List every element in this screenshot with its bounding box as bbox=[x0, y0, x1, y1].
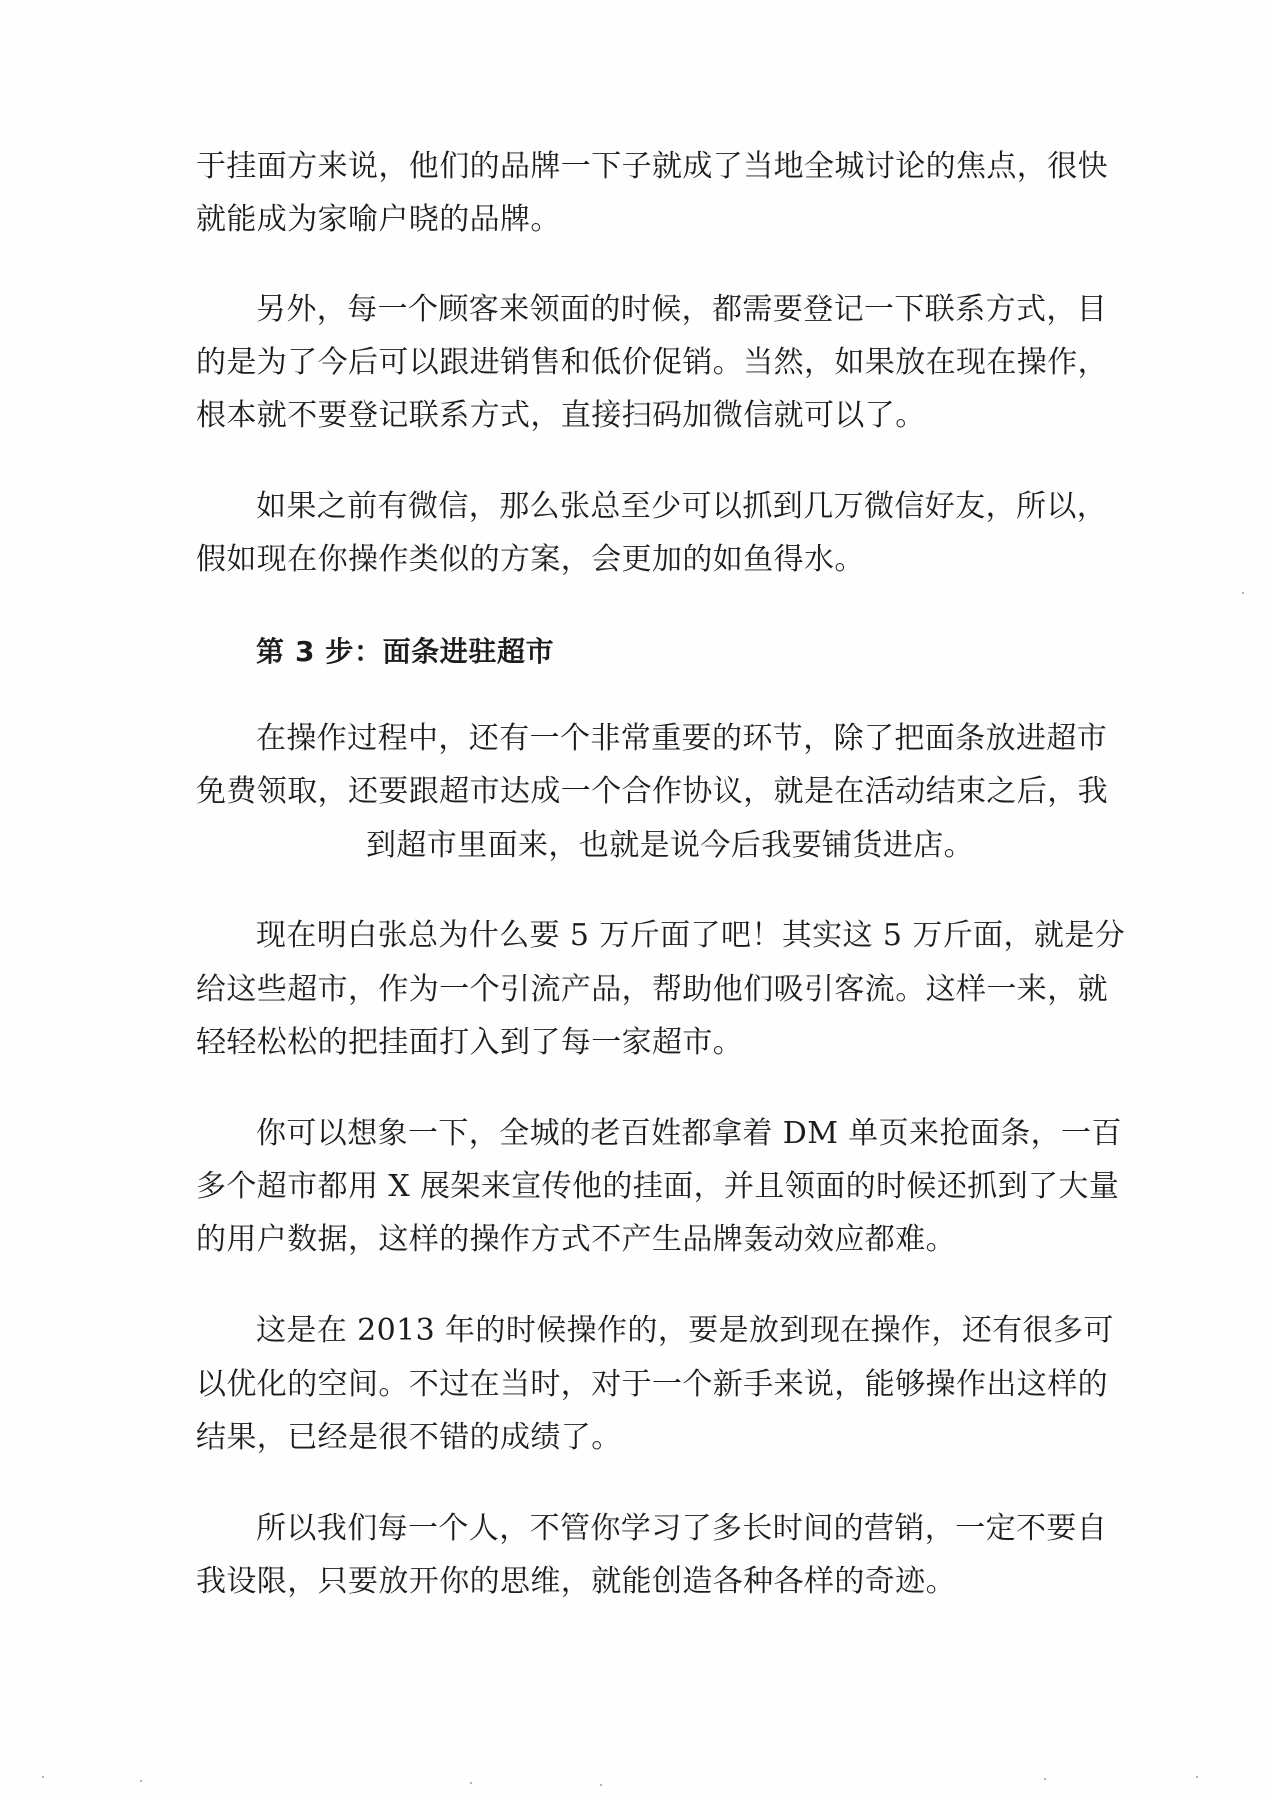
scan-speck bbox=[1196, 1776, 1198, 1778]
paragraph-4-line-2: 免费领取，还要跟超市达成一个合作协议，就是在活动结束之后，我 bbox=[196, 774, 1108, 809]
scan-speck bbox=[1044, 1778, 1046, 1780]
paragraph-2-line-1: 另外，每一个顾客来领面的时候，都需要登记一下联系方式，目 bbox=[256, 292, 1108, 327]
paragraph-4-line-3: 到超市里面来，也就是说今后我要铺货进店。 bbox=[366, 828, 974, 863]
paragraph-8-line-1: 所以我们每一个人，不管你学习了多长时间的营销，一定不要自 bbox=[256, 1511, 1108, 1546]
paragraph-6-line-3: 的用户数据，这样的操作方式不产生品牌轰动效应都难。 bbox=[196, 1222, 956, 1257]
scan-speck bbox=[1242, 592, 1244, 594]
scan-speck bbox=[470, 1782, 472, 1784]
paragraph-1-line-2: 就能成为家喻户晓的品牌。 bbox=[196, 202, 561, 237]
paragraph-8-line-2: 我设限，只要放开你的思维，就能创造各种各样的奇迹。 bbox=[196, 1564, 956, 1599]
paragraph-5-line-1: 现在明白张总为什么要 5 万斤面了吧！其实这 5 万斤面，就是分 bbox=[256, 918, 1126, 953]
paragraph-1-line-1: 于挂面方来说，他们的品牌一下子就成了当地全城讨论的焦点，很快 bbox=[196, 149, 1108, 184]
paragraph-7-line-3: 结果，已经是很不错的成绩了。 bbox=[196, 1420, 622, 1455]
paragraph-6-line-2: 多个超市都用 X 展架来宣传他的挂面，并且领面的时候还抓到了大量 bbox=[196, 1169, 1120, 1204]
paragraph-2-line-2: 的是为了今后可以跟进销售和低价促销。当然，如果放在现在操作， bbox=[196, 345, 1108, 380]
scan-speck bbox=[140, 1780, 142, 1782]
section-heading: 第 3 步：面条进驻超市 bbox=[256, 635, 555, 668]
paragraph-6-line-1: 你可以想象一下，全城的老百姓都拿着 DM 单页来抢面条，一百 bbox=[256, 1116, 1122, 1151]
paragraph-3-line-1: 如果之前有微信，那么张总至少可以抓到几万微信好友，所以， bbox=[256, 489, 1108, 524]
paragraph-3-line-2: 假如现在你操作类似的方案，会更加的如鱼得水。 bbox=[196, 542, 865, 577]
paragraph-7-line-1: 这是在 2013 年的时候操作的，要是放到现在操作，还有很多可 bbox=[256, 1313, 1114, 1348]
paragraph-5-line-3: 轻轻松松的把挂面打入到了每一家超市。 bbox=[196, 1025, 744, 1060]
scan-speck bbox=[42, 1776, 44, 1778]
paragraph-2-line-3: 根本就不要登记联系方式，直接扫码加微信就可以了。 bbox=[196, 398, 926, 433]
paragraph-7-line-2: 以优化的空间。不过在当时，对于一个新手来说，能够操作出这样的 bbox=[196, 1367, 1108, 1402]
paragraph-5-line-2: 给这些超市，作为一个引流产品，帮助他们吸引客流。这样一来，就 bbox=[196, 972, 1108, 1007]
paragraph-4-line-1: 在操作过程中，还有一个非常重要的环节，除了把面条放进超市 bbox=[256, 721, 1108, 756]
scan-speck bbox=[600, 1784, 602, 1786]
